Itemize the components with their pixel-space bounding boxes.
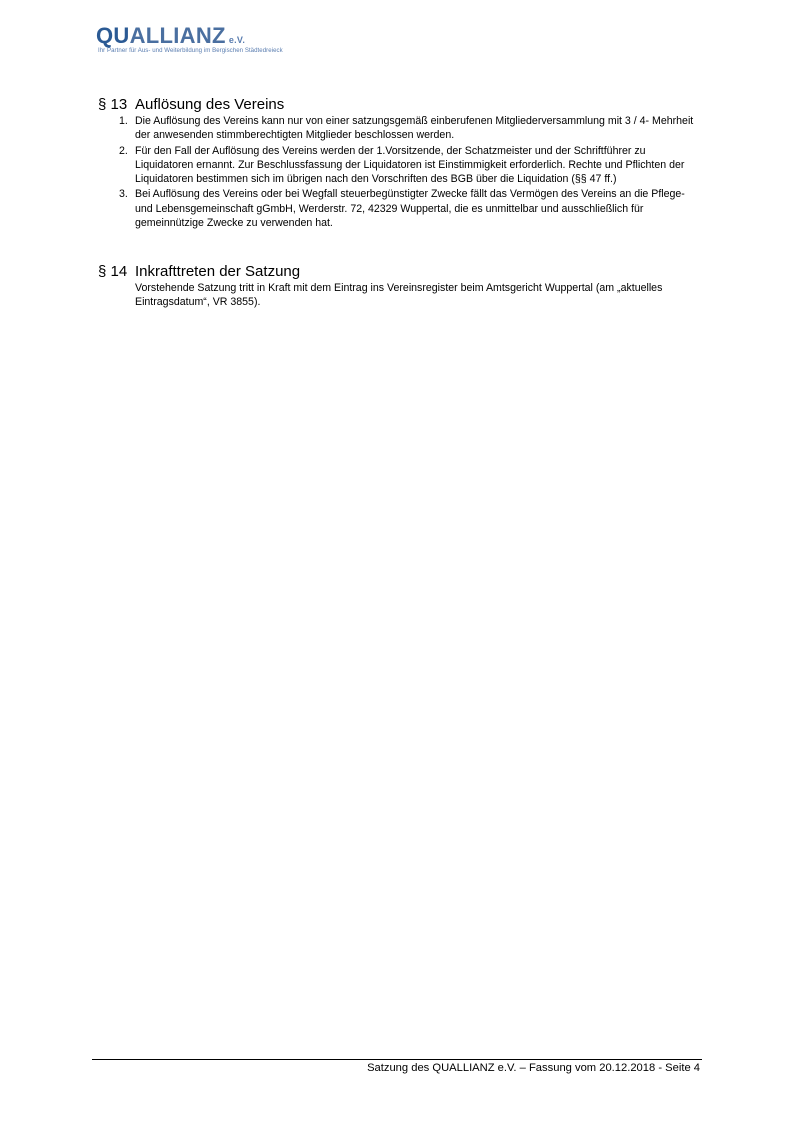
- list-item: [98, 187, 702, 229]
- list-item-text: Für den Fall der Auflösung des Vereins werden der 1.Vorsitzende, der Schatzmeister und der Schriftführer zu Liquidatoren ernannt. Zur Beschlussfassung der Liquidatoren ist Einstimmigkeit erforderlich. Rechte und Pflichten der Liquidatoren bestimmen sich im übrigen nach den Vorschriften des BGB über die Liquidation (§§ 47 ff.): [135, 144, 685, 185]
- list-item: [98, 114, 702, 142]
- section-body-text: Vorstehende Satzung tritt in Kraft mit dem Eintrag ins Vereinsregister beim Amtsgericht Wuppertal (am „aktuelles Eintragsdatum“, VR 3855).: [135, 282, 663, 309]
- section-14: [98, 263, 702, 309]
- qualllianz-logo: [96, 24, 336, 58]
- section-number: § 14: [98, 263, 128, 280]
- section-13: [98, 96, 702, 231]
- list-item-text: Bei Auflösung des Vereins oder bei Wegfall steuerbegünstigter Zwecke fällt das Vermögen des Vereins an die Pflege- und Lebensgemeinschaft gGmbH, Werderstr. 72, 42329 Wuppertal, die es unmittelbar und ausschließlich für gemeinnützige Zwecke zu verwenden hat.: [135, 188, 685, 229]
- list-item: [98, 144, 702, 186]
- section-title: Inkrafttreten der Satzung: [135, 263, 301, 280]
- section-number: § 13: [98, 96, 128, 113]
- section-title: Auflösung des Vereins: [135, 96, 285, 113]
- logo-wordmark-part1: QU: [96, 23, 130, 48]
- section-heading: [98, 96, 702, 114]
- list-item-text: Die Auflösung des Vereins kann nur von einer satzungsgemäß einberufenen Mitgliederversammlung mit 3 / 4- Mehrheit der anwesenden stimmberechtigten Mitglieder beschlossen werden.: [135, 115, 694, 142]
- list-item-number: 2.: [119, 144, 128, 157]
- logo-suffix: e.V.: [228, 35, 246, 45]
- footer-divider: [92, 1059, 702, 1060]
- page-footer: Satzung des QUALLIANZ e.V. – Fassung vom 20.12.2018 - Seite 4: [367, 1062, 700, 1074]
- list-item-number: 1.: [119, 115, 128, 127]
- numbered-list: [98, 114, 702, 230]
- section-heading: [98, 263, 702, 281]
- logo-wordmark-part2: ALLIANZ: [129, 23, 226, 48]
- list-item-number: 3.: [119, 188, 128, 201]
- logo-tagline: Ihr Partner für Aus- und Weiterbildung im Bergischen Städtedreieck: [98, 47, 283, 54]
